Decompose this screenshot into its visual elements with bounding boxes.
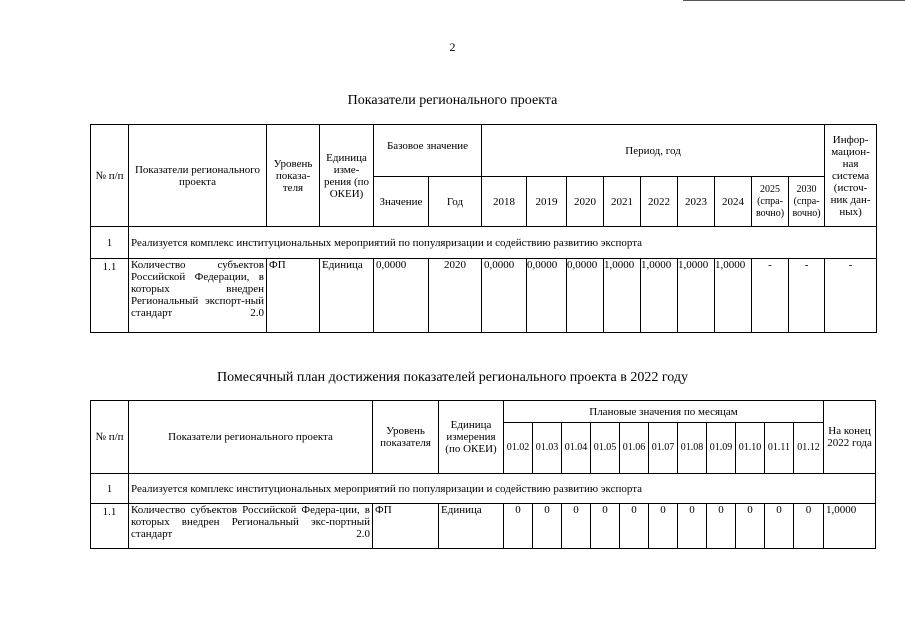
row2-month-value: 0 [533,504,562,549]
row2-month-value: 0 [620,504,649,549]
row-value: 1,0000 [715,259,752,333]
row-value: 0,0000 [527,259,567,333]
year-header: 2023 [678,177,715,227]
row-base-value: 0,0000 [374,259,429,333]
row-num: 1.1 [91,259,129,333]
month-header: 01.06 [620,423,649,474]
year-header: 2022 [641,177,678,227]
row2-month-value: 0 [736,504,765,549]
row2-month-value: 0 [562,504,591,549]
month-header: 01.05 [591,423,620,474]
year-header: 2020 [567,177,604,227]
row-unit: Единица [320,259,374,333]
month-header: 01.12 [794,423,824,474]
indicators-table [90,124,877,333]
header2-monthly: Плановые значения по месяцам [504,401,824,423]
row2-month-value: 0 [765,504,794,549]
row2-unit: Единица [439,504,504,549]
header-level: Уровень показа-теля [267,125,320,227]
month-header: 01.03 [533,423,562,474]
section1-title: Показатели регионального проекта [347,93,558,108]
header2-unit: Единица измерения (по ОКЕИ) [439,401,504,474]
row-info: - [825,259,877,333]
year-header: 2021 [604,177,641,227]
row2-month-value: 0 [591,504,620,549]
header2-level: Уровень показателя [373,401,439,474]
page-number: 2 [449,40,456,54]
header-num: № п/п [91,125,129,227]
header-base-value: Значение [374,177,429,227]
header-unit: Единица изме-рения (по ОКЕИ) [320,125,374,227]
row2-end-value: 1,0000 [824,504,876,549]
group2-row-num: 1 [91,474,129,504]
header-indicator: Показатели регионального проекта [129,125,267,227]
row2-level: ФП [373,504,439,549]
header2-indicator: Показатели регионального проекта [129,401,373,474]
month-header: 01.04 [562,423,591,474]
header2-end: На конец 2022 года [824,401,876,474]
row2-month-value: 0 [794,504,824,549]
year-header: 2030 (спра-вочно) [789,177,825,227]
row2-month-value: 0 [504,504,533,549]
row-indicator: Количество субъектов Российской Федерации, в которых внедрен Региональный экспорт-ный стандарт 2.0 [129,259,267,333]
header-base-year: Год [429,177,482,227]
row2-month-value: 0 [649,504,678,549]
month-header: 01.11 [765,423,794,474]
group-row-num: 1 [91,227,129,259]
month-header: 01.07 [649,423,678,474]
row-level: ФП [267,259,320,333]
header-info: Инфор-мацион-ная система (источ-ник дан-ных) [825,125,877,227]
row-value: - [752,259,789,333]
group-row-text: Реализуется комплекс институциональных мероприятий по популяризации и содействию развитию экспорта [129,227,877,259]
month-header: 01.02 [504,423,533,474]
header-period: Период, год [482,125,825,177]
row2-indicator: Количество субъектов Российской Федера-ции, в которых внедрен Региональный экс-портный стандарт 2.0 [129,504,373,549]
month-header: 01.08 [678,423,707,474]
row-value: 0,0000 [482,259,527,333]
header2-num: № п/п [91,401,129,474]
row-value: 1,0000 [641,259,678,333]
row-value: - [789,259,825,333]
month-header: 01.09 [707,423,736,474]
row2-num: 1.1 [91,504,129,549]
row-value: 0,0000 [567,259,604,333]
top-right-rule [683,0,905,1]
row2-month-value: 0 [707,504,736,549]
year-header: 2024 [715,177,752,227]
row-value: 1,0000 [604,259,641,333]
group2-row-text: Реализуется комплекс институциональных мероприятий по популяризации и содействию развитию экспорта [129,474,876,504]
row-value: 1,0000 [678,259,715,333]
year-header: 2025 (спра-вочно) [752,177,789,227]
row-base-year: 2020 [429,259,482,333]
year-header: 2019 [527,177,567,227]
row2-month-value: 0 [678,504,707,549]
year-header: 2018 [482,177,527,227]
section2-title: Помесячный план достижения показателей регионального проекта в 2022 году [217,370,688,385]
monthly-plan-table [90,400,876,549]
month-header: 01.10 [736,423,765,474]
header-base: Базовое значение [374,125,482,177]
